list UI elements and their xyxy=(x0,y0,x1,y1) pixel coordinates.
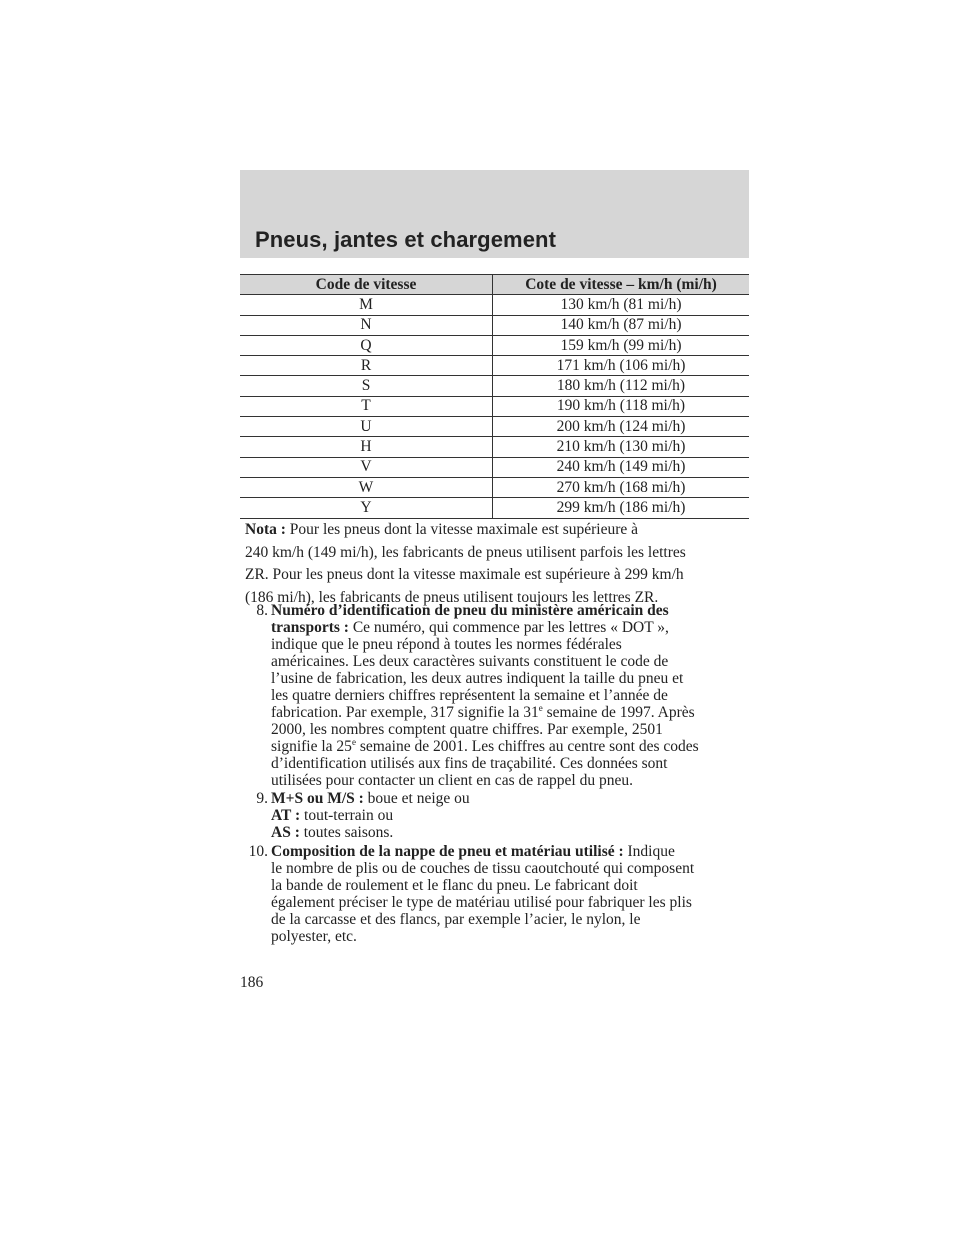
superscript: e xyxy=(538,702,543,713)
speed-rating-cell: 159 km/h (99 mi/h) xyxy=(493,335,750,355)
item-line: indique que le pneu répond à toutes les normes fédérales xyxy=(271,636,622,653)
item-line: la bande de roulement et le flanc du pneu. Le fabricant doit xyxy=(271,877,638,894)
nota-label: Nota : xyxy=(245,521,286,538)
item-line: également préciser le type de matériau utilisé pour fabriquer les plis xyxy=(271,894,692,911)
table-row xyxy=(240,295,749,315)
nota-line xyxy=(245,519,749,542)
speed-rating-cell: 299 km/h (186 mi/h) xyxy=(493,498,750,518)
speed-rating-cell: 190 km/h (118 mi/h) xyxy=(493,396,750,416)
speed-code-cell: N xyxy=(240,315,493,335)
table-row xyxy=(240,335,749,355)
table-row xyxy=(240,498,749,518)
speed-code-cell: T xyxy=(240,396,493,416)
speed-code-cell: V xyxy=(240,457,493,477)
list-item-8 xyxy=(240,602,749,789)
list-item-10 xyxy=(240,843,749,945)
item-title-line: Composition de la nappe de pneu et matériau utilisé : xyxy=(271,843,624,860)
table-row xyxy=(240,417,749,437)
superscript: e xyxy=(351,736,356,747)
page-number: 186 xyxy=(240,974,264,991)
list-item-number: 9. xyxy=(256,790,268,807)
column-header-speed-code: Code de vitesse xyxy=(240,275,493,295)
item-line xyxy=(271,790,749,807)
nota-line: (186 mi/h), les fabricants de pneus utilisent toujours les lettres ZR. xyxy=(245,588,659,606)
list-item-number: 10. xyxy=(248,843,268,860)
item-text: tout-terrain ou xyxy=(304,807,394,824)
item-line: polyester, etc. xyxy=(271,928,357,945)
item-label: AT : xyxy=(271,807,301,824)
item-text: Indique xyxy=(627,843,675,860)
item-text: boue et neige ou xyxy=(367,790,470,807)
column-header-speed-rating: Cote de vitesse – km/h (mi/h) xyxy=(493,275,750,295)
nota-text: Pour les pneus dont la vitesse maximale est supérieure à xyxy=(289,521,639,538)
item-line: de la carcasse et des flancs, par exemple l’acier, le nylon, le xyxy=(271,911,641,928)
list-item-number: 8. xyxy=(256,602,268,619)
nota-block xyxy=(245,519,749,609)
item-text: semaine de 2001. Les chiffres au centre sont des codes xyxy=(359,738,699,755)
table-row xyxy=(240,376,749,396)
item-line xyxy=(271,824,749,841)
speed-rating-cell: 210 km/h (130 mi/h) xyxy=(493,437,750,457)
item-line: d’identification utilisés aux fins de traçabilité. Ces données sont xyxy=(271,755,668,772)
section-title: Pneus, jantes et chargement xyxy=(255,227,557,252)
table-row xyxy=(240,437,749,457)
nota-line: 240 km/h (149 mi/h), les fabricants de pneus utilisent parfois les lettres xyxy=(245,543,686,561)
item-line: utilisées pour contacter un client en cas de rappel du pneu. xyxy=(271,772,633,789)
item-line: américaines. Les deux caractères suivants constituent le code de xyxy=(271,653,669,670)
item-line: le nombre de plis ou de couches de tissu caoutchouté qui composent xyxy=(271,860,695,877)
item-text: fabrication. Par exemple, 317 signifie la 31 xyxy=(271,704,539,721)
item-title-line: transports : xyxy=(271,619,349,636)
item-title-line: Numéro d’identification de pneu du ministère américain des xyxy=(271,602,669,619)
item-line: les quatre derniers chiffres représentent la semaine et l’année de xyxy=(271,687,668,704)
speed-code-cell: Q xyxy=(240,335,493,355)
item-text: Ce numéro, qui commence par les lettres « DOT », xyxy=(352,619,669,636)
item-line xyxy=(271,843,749,860)
speed-rating-cell: 171 km/h (106 mi/h) xyxy=(493,356,750,376)
speed-code-cell: Y xyxy=(240,498,493,518)
speed-rating-cell: 200 km/h (124 mi/h) xyxy=(493,417,750,437)
item-line xyxy=(271,704,749,721)
speed-code-cell: S xyxy=(240,376,493,396)
list-item-body xyxy=(271,602,749,789)
speed-rating-cell: 130 km/h (81 mi/h) xyxy=(493,295,750,315)
table-row xyxy=(240,356,749,376)
speed-rating-table xyxy=(240,274,749,519)
table-row xyxy=(240,315,749,335)
speed-rating-cell: 140 km/h (87 mi/h) xyxy=(493,315,750,335)
table-row xyxy=(240,396,749,416)
speed-code-cell: W xyxy=(240,477,493,497)
item-label: AS : xyxy=(271,824,300,841)
item-line: 2000, les nombres comptent quatre chiffres. Par exemple, 2501 xyxy=(271,721,663,738)
nota-line: ZR. Pour les pneus dont la vitesse maximale est supérieure à 299 km/h xyxy=(245,566,684,583)
speed-code-cell: U xyxy=(240,417,493,437)
list-item-body xyxy=(271,843,749,945)
item-text: toutes saisons. xyxy=(303,824,394,841)
speed-code-cell: M xyxy=(240,295,493,315)
list-item-body xyxy=(271,790,749,841)
item-line: l’usine de fabrication, les deux autres indiquent la taille du pneu et xyxy=(271,670,684,687)
item-line xyxy=(271,807,749,824)
list-item-9 xyxy=(240,790,749,841)
speed-code-cell: H xyxy=(240,437,493,457)
table-row xyxy=(240,477,749,497)
speed-code-cell: R xyxy=(240,356,493,376)
speed-rating-cell: 180 km/h (112 mi/h) xyxy=(493,376,750,396)
speed-rating-cell: 240 km/h (149 mi/h) xyxy=(493,457,750,477)
item-text: signifie la 25 xyxy=(271,738,352,755)
table-row xyxy=(240,457,749,477)
item-label: M+S ou M/S : xyxy=(271,790,364,807)
item-text: semaine de 1997. Après xyxy=(546,704,695,721)
item-line xyxy=(271,738,749,755)
item-line xyxy=(271,619,749,636)
speed-rating-cell: 270 km/h (168 mi/h) xyxy=(493,477,750,497)
table-header-row xyxy=(240,275,749,295)
